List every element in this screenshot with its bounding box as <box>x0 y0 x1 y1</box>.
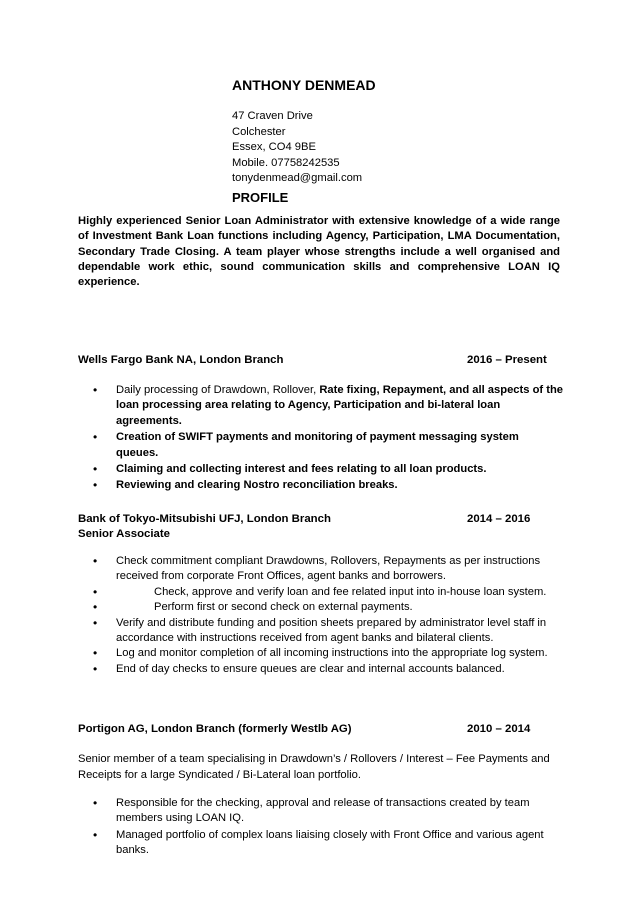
contact-block <box>232 109 362 187</box>
bullet-text: Responsible for the checking, approval and release of transactions created by team members using LOAN IQ. <box>116 797 530 825</box>
bullet-icon: • <box>93 430 98 445</box>
job-summary: Senior member of a team specialising in Drawdown’s / Rollovers / Interest – Fee Payments and Receipts for a large Syndicated / Bi-Lateral loan portfolio. <box>78 753 550 781</box>
list-item <box>93 584 564 600</box>
list-item <box>93 478 564 493</box>
candidate-name: ANTHONY DENMEAD <box>232 77 376 93</box>
address-line-1: 47 Craven Drive <box>232 110 313 122</box>
job-role: Senior Associate <box>78 528 171 540</box>
mobile-number: Mobile. 07758242535 <box>232 156 340 169</box>
bullet-icon: • <box>93 600 98 615</box>
bullet-icon: • <box>93 646 98 661</box>
bullet-text: Perform first or second check on external payments. <box>154 601 413 614</box>
bullet-text: Check commitment compliant Drawdowns, Rollovers, Repayments as per instructions received from corporate Front Offices, agent banks and borrowers. <box>116 555 541 583</box>
bullet-icon: • <box>93 383 98 397</box>
bullet-text-bold: Reviewing and clearing Nostro reconciliation breaks. <box>116 479 398 492</box>
bullet-icon: • <box>93 554 98 568</box>
job-dates: 2016 – Present <box>467 354 547 366</box>
job-employer: Portigon AG, London Branch (formerly Westlb AG) <box>78 723 352 735</box>
job-bullet-list <box>93 554 564 677</box>
bullet-text: Managed portfolio of complex loans liaising closely with Front Office and various agent banks. <box>116 828 544 857</box>
bullet-text-bold: Claiming and collecting interest and fees relating to all loan products. <box>116 463 487 476</box>
bullet-text: Log and monitor completion of all incoming instructions into the appropriate log system. <box>116 647 548 660</box>
list-item <box>93 615 564 647</box>
job-employer: Wells Fargo Bank NA, London Branch <box>78 354 284 366</box>
bullet-icon: • <box>93 615 98 630</box>
list-item <box>93 430 564 461</box>
profile-heading: PROFILE <box>232 190 289 205</box>
bullet-text: End of day checks to ensure queues are clear and internal accounts balanced. <box>116 662 505 675</box>
list-item <box>93 661 564 677</box>
bullet-icon: • <box>93 462 98 477</box>
address-line-2: Colchester <box>232 125 286 138</box>
job-employer: Bank of Tokyo-Mitsubishi UFJ, London Branch <box>78 513 331 525</box>
bullet-icon: • <box>93 661 98 676</box>
profile-summary: Highly experienced Senior Loan Administrator with extensive knowledge of a wide range of Investment Bank Loan functions including Agency, Participation, LMA Documentation, Secondary Trade Closing. A team player whose strengths include a well organised and dependable work ethic, sound communication skills and comprehensive LOAN IQ experience. <box>78 215 560 289</box>
list-item <box>93 600 564 615</box>
list-item <box>93 827 564 859</box>
job-bullet-list <box>93 796 564 859</box>
bullet-icon: • <box>93 584 98 599</box>
bullet-icon: • <box>93 478 98 493</box>
bullet-text-bold: Creation of SWIFT payments and monitoring of payment messaging system queues. <box>116 431 519 459</box>
list-item <box>93 646 564 661</box>
job-dates: 2014 – 2016 <box>467 513 531 525</box>
list-item <box>93 796 564 827</box>
bullet-text: Check, approve and verify loan and fee related input into in-house loan system. <box>154 585 547 598</box>
bullet-icon: • <box>93 796 98 810</box>
list-item <box>93 462 564 477</box>
bullet-text-bold: Rate fixing, Repayment, and all aspects of the loan processing area relating to Agency, Participation and bi-lateral loan agreements. <box>116 384 564 427</box>
list-item <box>93 383 564 429</box>
job-dates: 2010 – 2014 <box>467 723 531 735</box>
bullet-text: Verify and distribute funding and position sheets prepared by administrator level staff in accordance with instructions received from agent banks and bilateral clients. <box>116 616 547 645</box>
bullet-icon: • <box>93 827 98 842</box>
address-line-3: Essex, CO4 9BE <box>232 141 316 154</box>
bullet-text-plain: Daily processing of Drawdown, Rollover, <box>116 384 320 396</box>
job-bullet-list <box>93 383 564 494</box>
list-item <box>93 554 564 585</box>
email-address: tonydenmead@gmail.com <box>232 172 363 185</box>
